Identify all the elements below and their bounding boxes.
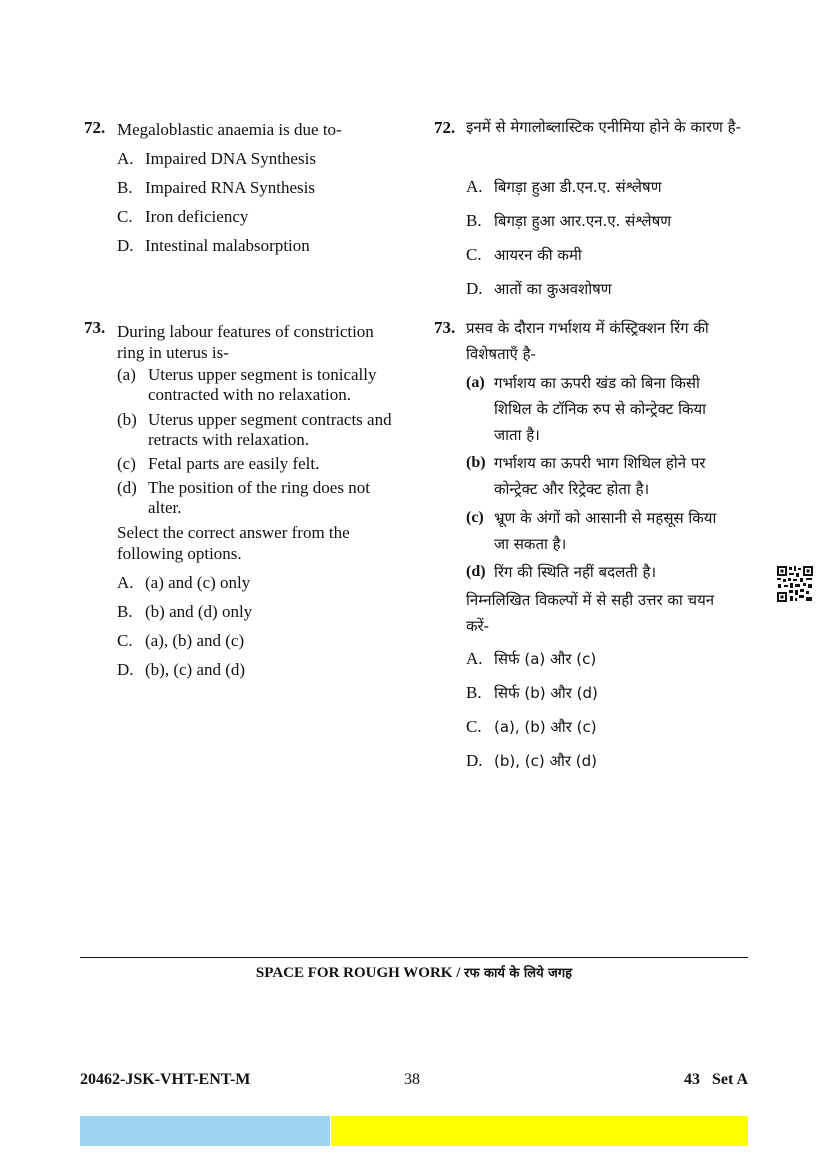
option-a: A. (a) and (c) only	[117, 573, 251, 592]
question-text: Megaloblastic anaemia is due to-	[117, 120, 342, 139]
question-text: इनमें से मेगालोब्लास्टिक एनीमिया होने के कारण है-	[466, 118, 741, 136]
question-text: During labour features of constriction ring in uterus is-	[117, 322, 374, 362]
page-number: 38	[404, 1071, 420, 1088]
instruction-text: निम्नलिखित विकल्पों में से सही उत्तर का चयन करें-	[466, 591, 715, 635]
option-d: D. (b), (c) और (d)	[466, 751, 597, 770]
option-a: A. Impaired DNA Synthesis	[117, 149, 316, 168]
statement-b: (b) गर्भाशय का ऊपरी भाग शिथिल होने पर कोन्ट्रेक्ट और रिट्रेक्ट होता है।	[466, 454, 706, 498]
instruction-text: Select the correct answer from the following options.	[117, 523, 350, 563]
footer-bar-blue	[80, 1116, 330, 1146]
option-b: B. बिगड़ा हुआ आर.एन.ए. संश्लेषण	[466, 211, 672, 230]
option-b: B. (b) and (d) only	[117, 602, 253, 621]
option-a: A. बिगड़ा हुआ डी.एन.ए. संश्लेषण	[466, 177, 662, 196]
question-number: 72.	[84, 118, 106, 137]
question-number: 73.	[434, 318, 456, 337]
question-number: 72.	[434, 118, 456, 137]
statement-a: (a) गर्भाशय का ऊपरी खंड को बिना किसी शिथिल के टॉनिक रुप से कोन्ट्रेक्ट किया जाता है।	[466, 374, 707, 444]
statement-b: (b) Uterus upper segment contracts and retracts with relaxation.	[117, 410, 392, 449]
rough-work-heading: SPACE FOR ROUGH WORK / रफ कार्य के लिये जगह	[255, 965, 573, 981]
option-b: B. सिर्फ (b) और (d)	[466, 683, 598, 702]
option-b: B. Impaired RNA Synthesis	[117, 178, 315, 197]
option-d: D. Intestinal malabsorption	[117, 236, 310, 255]
statement-c: (c) भ्रूण के अंगों को आसानी से महसूस किया जा सकता है।	[466, 509, 717, 553]
question-text: प्रसव के दौरान गर्भाशय में कंस्ट्रिक्शन रिंग की विशेषताएँ है-	[466, 319, 709, 363]
option-c: C. (a), (b) और (c)	[466, 717, 597, 736]
statement-d: (d) The position of the ring does not alter.	[117, 478, 370, 517]
statement-d: (d) रिंग की स्थिति नहीं बदलती है।	[466, 563, 657, 581]
footer-bar-yellow	[331, 1116, 748, 1146]
paper-code: 20462-JSK-VHT-ENT-M	[80, 1071, 251, 1088]
question-number: 73.	[84, 318, 106, 337]
option-c: C. आयरन की कमी	[466, 245, 582, 264]
option-a: A. सिर्फ (a) और (c)	[466, 649, 597, 668]
option-c: C. Iron deficiency	[117, 207, 249, 226]
statement-c: (c) Fetal parts are easily felt.	[117, 454, 320, 473]
option-d: D. (b), (c) and (d)	[117, 660, 246, 679]
divider-line	[80, 957, 748, 958]
set-label: 43 Set A	[684, 1071, 748, 1088]
option-d: D. आतों का कुअवशोषण	[466, 279, 612, 298]
option-c: C. (a), (b) and (c)	[117, 631, 245, 650]
statement-a: (a) Uterus upper segment is tonically contracted with no relaxation.	[117, 365, 377, 404]
qr-code-icon	[776, 565, 814, 603]
